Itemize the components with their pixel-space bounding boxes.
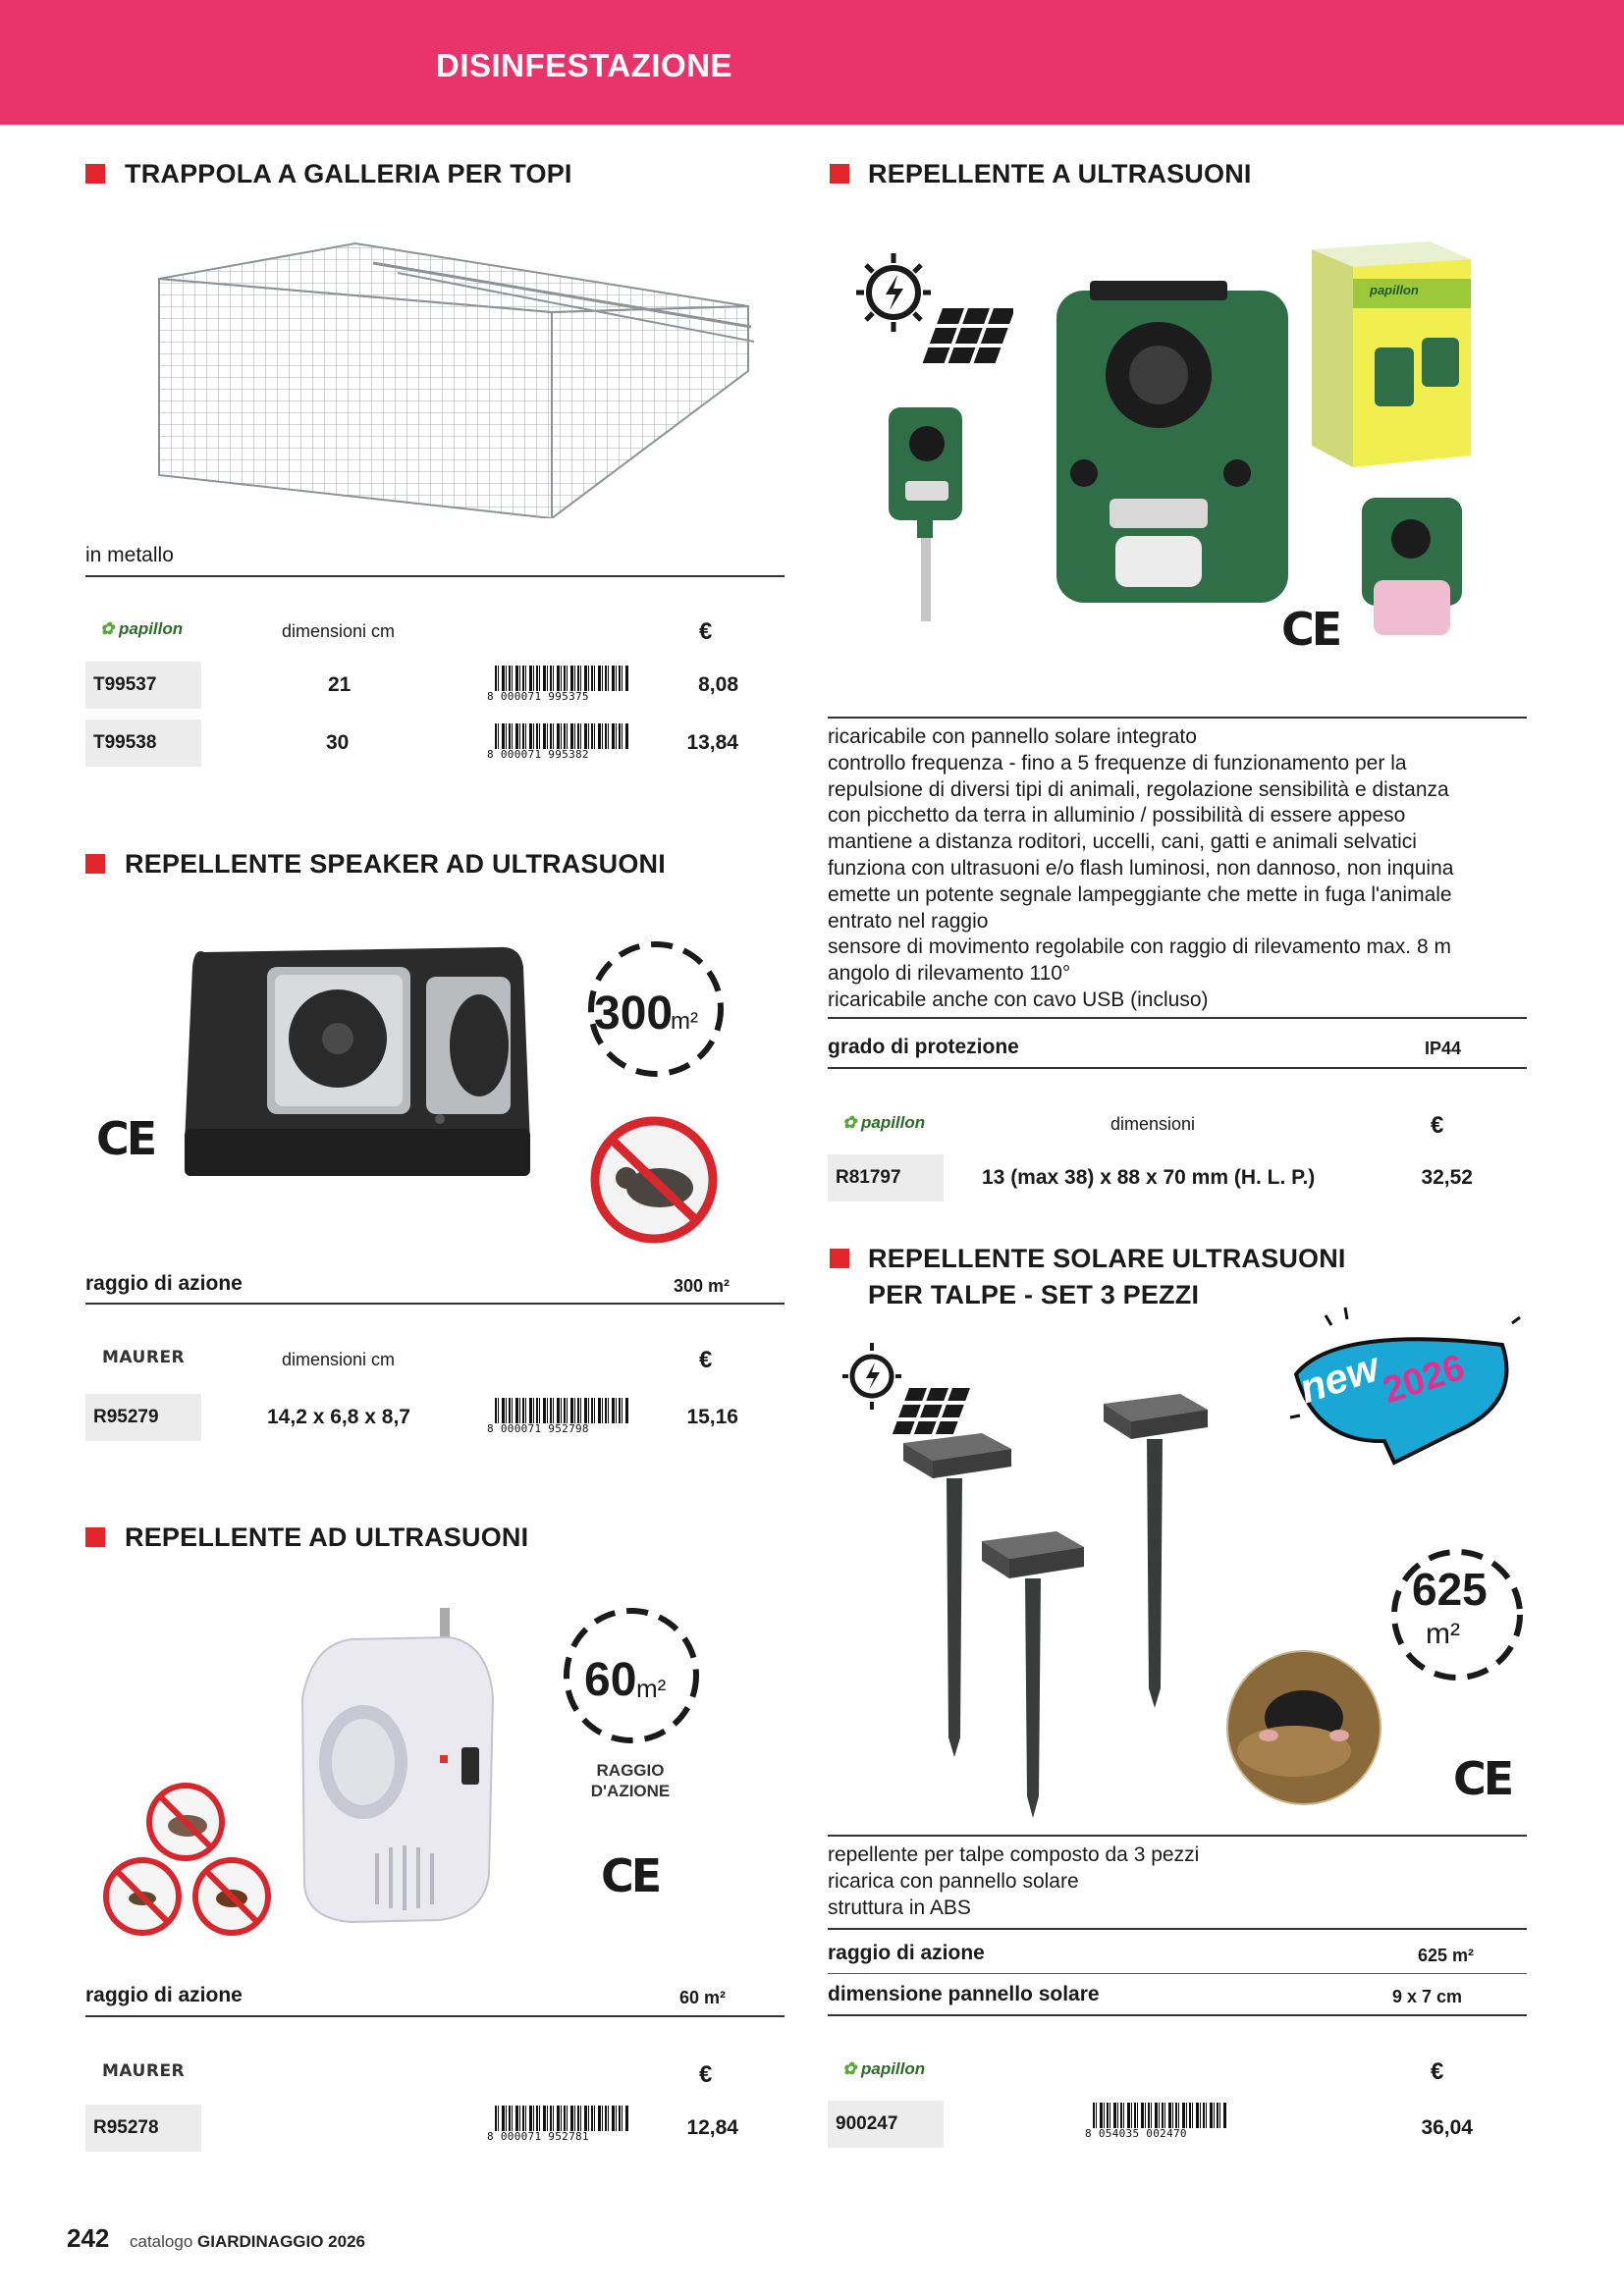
spec-value: 60 m² [679,1988,727,2007]
area-badge-value: 625 [1412,1564,1488,1615]
product-code: R95278 [85,2105,201,2152]
brand-logo-maurer: MAURER [102,2061,186,2081]
brand-logo-papillon: ✿ papillon [842,1113,926,1132]
divider [828,1017,1527,1019]
product-code: T99537 [85,662,201,709]
ce-mark: CE [601,1849,660,1902]
box-brand-label: papillon [1370,283,1419,297]
mini-repeller-image [1358,494,1466,641]
column-header-price: € [1431,1112,1444,1139]
spec-label: raggio di azione [85,1272,243,1295]
section-title-speaker: REPELLENTE SPEAKER AD ULTRASUONI [125,849,666,879]
brand-logo-maurer: MAURER [102,1348,186,1367]
mouse-trap-image [147,224,761,518]
section-title-talpe-line2: PER TALPE - SET 3 PEZZI [868,1280,1200,1309]
product-code: R95279 [85,1394,201,1441]
new-badge-label: new [1293,1343,1384,1413]
section-title-trappola: TRAPPOLA A GALLERIA PER TOPI [125,159,572,188]
column-header-dimensions: dimensioni cm [282,1350,396,1369]
divider [85,575,785,577]
plug-repeller-image [293,1600,509,1934]
product-dimension: 30 [326,731,350,754]
column-header-dimensions: dimensioni [1110,1114,1196,1134]
no-mosquito-icon [99,1853,186,1940]
area-badge-unit: m² [636,1674,667,1703]
divider [828,2014,1527,2016]
spec-value: IP44 [1425,1039,1462,1058]
product-code: R81797 [828,1154,944,1201]
new-badge-year: 2026 [1378,1346,1470,1413]
section-title-ultrasuoni: REPELLENTE AD ULTRASUONI [125,1522,529,1552]
section-title-repellente-ultrasuoni: REPELLENTE A ULTRASUONI [868,159,1252,188]
ce-mark: CE [1281,603,1340,656]
barcode: 8 000071 952781 [487,2106,630,2141]
product-price: 12,84 [686,2116,738,2139]
ce-mark: CE [96,1112,155,1165]
barcode: 8 000071 995382 [487,723,630,759]
section-marker [85,164,105,184]
product-price: 36,04 [1421,2116,1473,2139]
section-title-talpe: REPELLENTE SOLARE ULTRASUONI [868,1244,1346,1273]
section-marker [830,164,849,184]
no-cockroach-icon [189,1853,275,1940]
mole-stakes-image [864,1394,1227,1826]
product-dimension: 14,2 x 6,8 x 8,7 [267,1406,410,1428]
area-badge-value: 300 [594,988,674,1040]
area-badge-unit: m² [1426,1618,1460,1650]
product-box-image [1306,240,1478,475]
stake-repeller-image [884,402,972,628]
product-price: 8,08 [698,673,738,696]
product-code: T99538 [85,720,201,767]
spec-value: 300 m² [674,1276,731,1296]
spec-label: raggio di azione [828,1942,985,1964]
page-title: DISINFESTAZIONE [436,47,733,83]
barcode: 8 000071 995375 [487,666,630,701]
section-marker [85,854,105,874]
spec-label: raggio di azione [85,1984,243,2006]
divider [85,2015,785,2017]
description-list: repellente per talpe composto da 3 pezzi ricarica con pannello solare struttura in ABS [828,1843,1200,1919]
area-badge-unit: m² [671,1008,698,1035]
divider [828,717,1527,719]
spec-value: 625 m² [1418,1946,1475,1965]
product-dimension: 13 (max 38) x 88 x 70 mm (H. L. P.) [982,1166,1316,1189]
barcode: 8 054035 002470 [1085,2103,1228,2138]
product-price: 32,52 [1421,1166,1473,1189]
spec-label: grado di protezione [828,1036,1019,1058]
mole-photo-circle [1225,1649,1382,1806]
description-list: ricaricabile con pannello solare integrato controllo frequenza - fino a 5 frequenze di funzionamento per la repulsione di diversi tipi di animali, regolazione sensibilità e distanza con picchetto da terra in alluminio / possibilità di essere appeso mantiene a distanza roditori, uccelli, cani, gatti e animali selvatici funziona con ultrasuoni e/o flash luminosi, non dannoso, non inquina emette un potente segnale lampeggiante che mette in fuga l'animale entrato nel raggio sensore di movimento regolabile con raggio di rilevamento max. 8 m angolo di rilevamento 110° ricaricabile anche con cavo USB (incluso) [828,725,1454,1011]
product-price: 13,84 [686,731,738,754]
divider [828,1835,1527,1837]
header-bar [0,0,1624,125]
description: in metallo [85,544,174,566]
brand-logo-papillon: ✿ papillon [842,2059,926,2078]
no-mouse-icon [585,1111,723,1249]
column-header-price: € [699,2061,713,2088]
column-header-price: € [699,618,713,645]
area-badge-value: 60 [584,1654,637,1706]
catalog-name: catalogo GIARDINAGGIO 2026 [130,2232,366,2251]
divider [828,1973,1527,1974]
area-badge-caption: RAGGIO D'AZIONE [590,1761,671,1800]
barcode: 8 000071 952798 [487,1398,630,1433]
divider [85,1303,785,1305]
solar-repeller-image [1051,277,1296,611]
divider [828,1067,1527,1069]
speaker-repeller-image [175,928,538,1198]
column-header-dimensions: dimensioni cm [282,621,396,641]
product-price: 15,16 [686,1406,738,1428]
product-code: 900247 [828,2101,944,2148]
ce-mark: CE [1453,1752,1512,1805]
divider [828,1928,1527,1930]
section-marker [85,1527,105,1547]
column-header-price: € [699,1347,713,1373]
column-header-price: € [1431,2058,1444,2085]
spec-value: 9 x 7 cm [1392,1987,1463,2006]
brand-logo-papillon: ✿ papillon [100,619,184,638]
solar-sun-icon [856,251,1013,379]
page-number: 242 [67,2223,110,2253]
no-rat-icon [142,1779,229,1865]
product-dimension: 21 [328,673,352,696]
section-marker [830,1249,849,1268]
spec-label: dimensione pannello solare [828,1983,1100,2005]
